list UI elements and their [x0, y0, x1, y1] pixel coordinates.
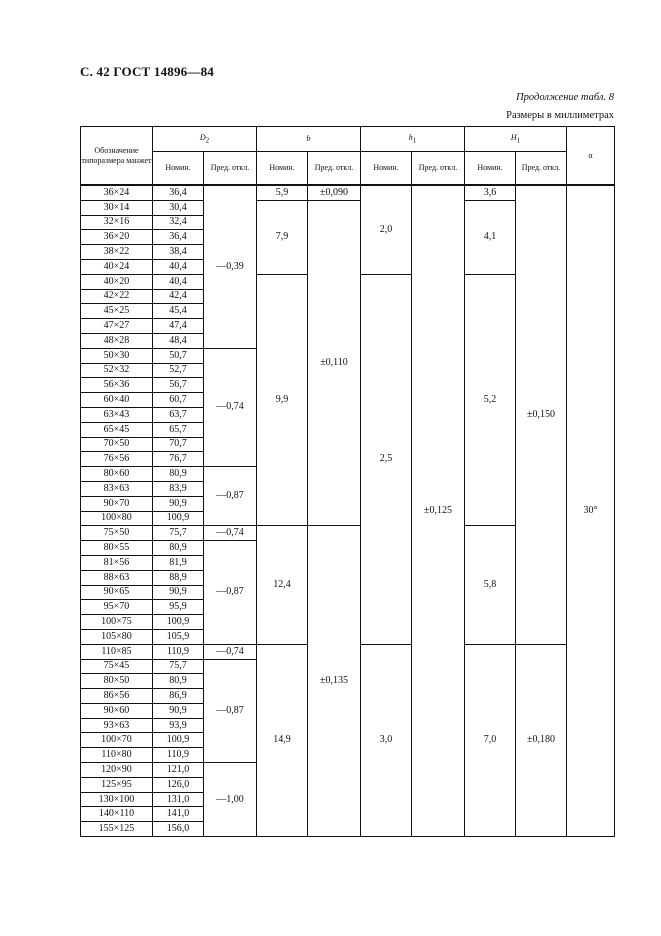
d2-tolerance-cell: —0,74: [204, 526, 257, 541]
size-designation-cell: 80×55: [81, 541, 153, 556]
d2-tolerance-cell: —0,87: [204, 541, 257, 645]
d2-nominal-cell: 50,7: [153, 348, 204, 363]
d2-nominal-cell: 141,0: [153, 807, 204, 822]
d2-tolerance-cell: —0,87: [204, 659, 257, 763]
size-designation-cell: 105×80: [81, 629, 153, 644]
b-tolerance-cell: ±0,110: [308, 200, 361, 526]
size-designation-cell: 88×63: [81, 570, 153, 585]
b-nominal-header: Номин.: [257, 152, 308, 186]
d2-nominal-cell: 126,0: [153, 777, 204, 792]
d2-tolerance-cell: —0,74: [204, 644, 257, 659]
designation-header: Обозначение типоразмера манжет: [81, 127, 153, 186]
size-designation-cell: 47×27: [81, 319, 153, 334]
d2-nominal-cell: 30,4: [153, 200, 204, 215]
d2-tolerance-cell: —1,00: [204, 763, 257, 837]
size-designation-cell: 140×110: [81, 807, 153, 822]
table-row: [81, 185, 615, 200]
b-nominal-cell: 7,9: [257, 200, 308, 274]
d2-nominal-cell: 105,9: [153, 629, 204, 644]
size-designation-cell: 52×32: [81, 363, 153, 378]
size-designation-cell: 40×24: [81, 259, 153, 274]
size-designation-cell: 60×40: [81, 393, 153, 408]
d2-nominal-cell: 80,9: [153, 467, 204, 482]
size-designation-cell: 48×28: [81, 333, 153, 348]
d2-nominal-cell: 100,9: [153, 733, 204, 748]
table-body: [81, 185, 615, 837]
size-designation-cell: 75×45: [81, 659, 153, 674]
d2-nominal-cell: 56,7: [153, 378, 204, 393]
b-tolerance-header: Пред. откл.: [308, 152, 361, 186]
H1-tolerance-cell: ±0,150: [516, 185, 567, 644]
h1-nominal-cell: 2,5: [361, 274, 412, 644]
size-designation-cell: 90×70: [81, 496, 153, 511]
d2-nominal-cell: 48,4: [153, 333, 204, 348]
size-designation-cell: 120×90: [81, 763, 153, 778]
units-caption: Размеры в миллиметрах: [506, 110, 614, 121]
h1-tolerance-header: Пред. откл.: [412, 152, 465, 186]
dimensions-table: [80, 126, 615, 837]
size-designation-cell: 30×14: [81, 200, 153, 215]
H1-nominal-cell: 3,6: [465, 185, 516, 200]
b-nominal-cell: 14,9: [257, 644, 308, 836]
size-designation-cell: 56×36: [81, 378, 153, 393]
d2-nominal-cell: 75,7: [153, 526, 204, 541]
h1-nominal-cell: 3,0: [361, 644, 412, 836]
size-designation-cell: 50×30: [81, 348, 153, 363]
table-continuation-caption: Продолжение табл. 8: [516, 92, 614, 103]
alpha-cell: 30°: [567, 185, 615, 837]
size-designation-cell: 38×22: [81, 245, 153, 260]
size-designation-cell: 80×50: [81, 674, 153, 689]
H1-nominal-cell: 7,0: [465, 644, 516, 836]
b-nominal-cell: 12,4: [257, 526, 308, 644]
d2-nominal-cell: 36,4: [153, 185, 204, 200]
h1-group-header: $h_1$: [361, 127, 465, 152]
size-designation-cell: 83×63: [81, 481, 153, 496]
size-designation-cell: 100×70: [81, 733, 153, 748]
H1-tolerance-header: Пред. откл.: [516, 152, 567, 186]
d2-nominal-cell: 47,4: [153, 319, 204, 334]
H1-nominal-cell: 5,8: [465, 526, 516, 644]
d2-nominal-cell: 76,7: [153, 452, 204, 467]
d2-nominal-cell: 110,9: [153, 644, 204, 659]
d2-nominal-cell: 65,7: [153, 422, 204, 437]
d2-nominal-cell: 80,9: [153, 674, 204, 689]
d2-nominal-cell: 156,0: [153, 822, 204, 837]
H1-group-header: $H_1$: [465, 127, 567, 152]
size-designation-cell: 100×75: [81, 615, 153, 630]
b-nominal-cell: 5,9: [257, 185, 308, 200]
d2-nominal-cell: 75,7: [153, 659, 204, 674]
size-designation-cell: 110×80: [81, 748, 153, 763]
h1-nominal-cell: 2,0: [361, 185, 412, 274]
d2-nominal-cell: 90,9: [153, 496, 204, 511]
d2-nominal-cell: 90,9: [153, 585, 204, 600]
d2-nominal-cell: 42,4: [153, 289, 204, 304]
d2-nominal-cell: 95,9: [153, 600, 204, 615]
size-designation-cell: 40×20: [81, 274, 153, 289]
size-designation-cell: 42×22: [81, 289, 153, 304]
size-designation-cell: 90×65: [81, 585, 153, 600]
d2-nominal-cell: 83,9: [153, 481, 204, 496]
d2-nominal-cell: 110,9: [153, 748, 204, 763]
d2-nominal-cell: 100,9: [153, 511, 204, 526]
d2-nominal-cell: 52,7: [153, 363, 204, 378]
d2-nominal-cell: 100,9: [153, 615, 204, 630]
alpha-header: α: [567, 127, 615, 186]
size-designation-cell: 95×70: [81, 600, 153, 615]
d2-nominal-cell: 36,4: [153, 230, 204, 245]
d2-nominal-cell: 38,4: [153, 245, 204, 260]
d2-nominal-cell: 81,9: [153, 555, 204, 570]
d2-nominal-cell: 121,0: [153, 763, 204, 778]
d2-nominal-cell: 131,0: [153, 792, 204, 807]
d2-nominal-cell: 88,9: [153, 570, 204, 585]
d2-tolerance-header: Пред. откл.: [204, 152, 257, 186]
h1-nominal-header: Номин.: [361, 152, 412, 186]
d2-nominal-cell: 40,4: [153, 259, 204, 274]
size-designation-cell: 130×100: [81, 792, 153, 807]
d2-nominal-cell: 63,7: [153, 407, 204, 422]
d2-tolerance-cell: —0,87: [204, 467, 257, 526]
size-designation-cell: 100×80: [81, 511, 153, 526]
size-designation-cell: 76×56: [81, 452, 153, 467]
d2-nominal-cell: 32,4: [153, 215, 204, 230]
d2-nominal-cell: 40,4: [153, 274, 204, 289]
size-designation-cell: 36×20: [81, 230, 153, 245]
H1-nominal-cell: 5,2: [465, 274, 516, 526]
h1-tolerance-cell: ±0,125: [412, 185, 465, 837]
size-designation-cell: 70×50: [81, 437, 153, 452]
size-designation-cell: 75×50: [81, 526, 153, 541]
size-designation-cell: 36×24: [81, 185, 153, 200]
size-designation-cell: 125×95: [81, 777, 153, 792]
d2-group-header: $D_2$: [153, 127, 257, 152]
size-designation-cell: 86×56: [81, 689, 153, 704]
size-designation-cell: 155×125: [81, 822, 153, 837]
page-header: С. 42 ГОСТ 14896—84: [80, 64, 214, 79]
d2-nominal-cell: 86,9: [153, 689, 204, 704]
d2-tolerance-cell: —0,74: [204, 348, 257, 466]
b-group-header: b: [257, 127, 361, 152]
size-designation-cell: 45×25: [81, 304, 153, 319]
size-designation-cell: 81×56: [81, 555, 153, 570]
H1-nominal-header: Номин.: [465, 152, 516, 186]
size-designation-cell: 90×60: [81, 703, 153, 718]
b-tolerance-cell: ±0,135: [308, 526, 361, 837]
d2-nominal-cell: 80,9: [153, 541, 204, 556]
b-nominal-cell: 9,9: [257, 274, 308, 526]
size-designation-cell: 65×45: [81, 422, 153, 437]
d2-nominal-cell: 70,7: [153, 437, 204, 452]
H1-tolerance-cell: ±0,180: [516, 644, 567, 836]
size-designation-cell: 110×85: [81, 644, 153, 659]
size-designation-cell: 63×43: [81, 407, 153, 422]
d2-nominal-cell: 93,9: [153, 718, 204, 733]
H1-nominal-cell: 4,1: [465, 200, 516, 274]
d2-nominal-header: Номин.: [153, 152, 204, 186]
b-tolerance-cell: ±0,090: [308, 185, 361, 200]
d2-nominal-cell: 90,9: [153, 703, 204, 718]
size-designation-cell: 93×63: [81, 718, 153, 733]
d2-nominal-cell: 45,4: [153, 304, 204, 319]
size-designation-cell: 32×16: [81, 215, 153, 230]
d2-tolerance-cell: —0,39: [204, 185, 257, 348]
d2-nominal-cell: 60,7: [153, 393, 204, 408]
size-designation-cell: 80×60: [81, 467, 153, 482]
